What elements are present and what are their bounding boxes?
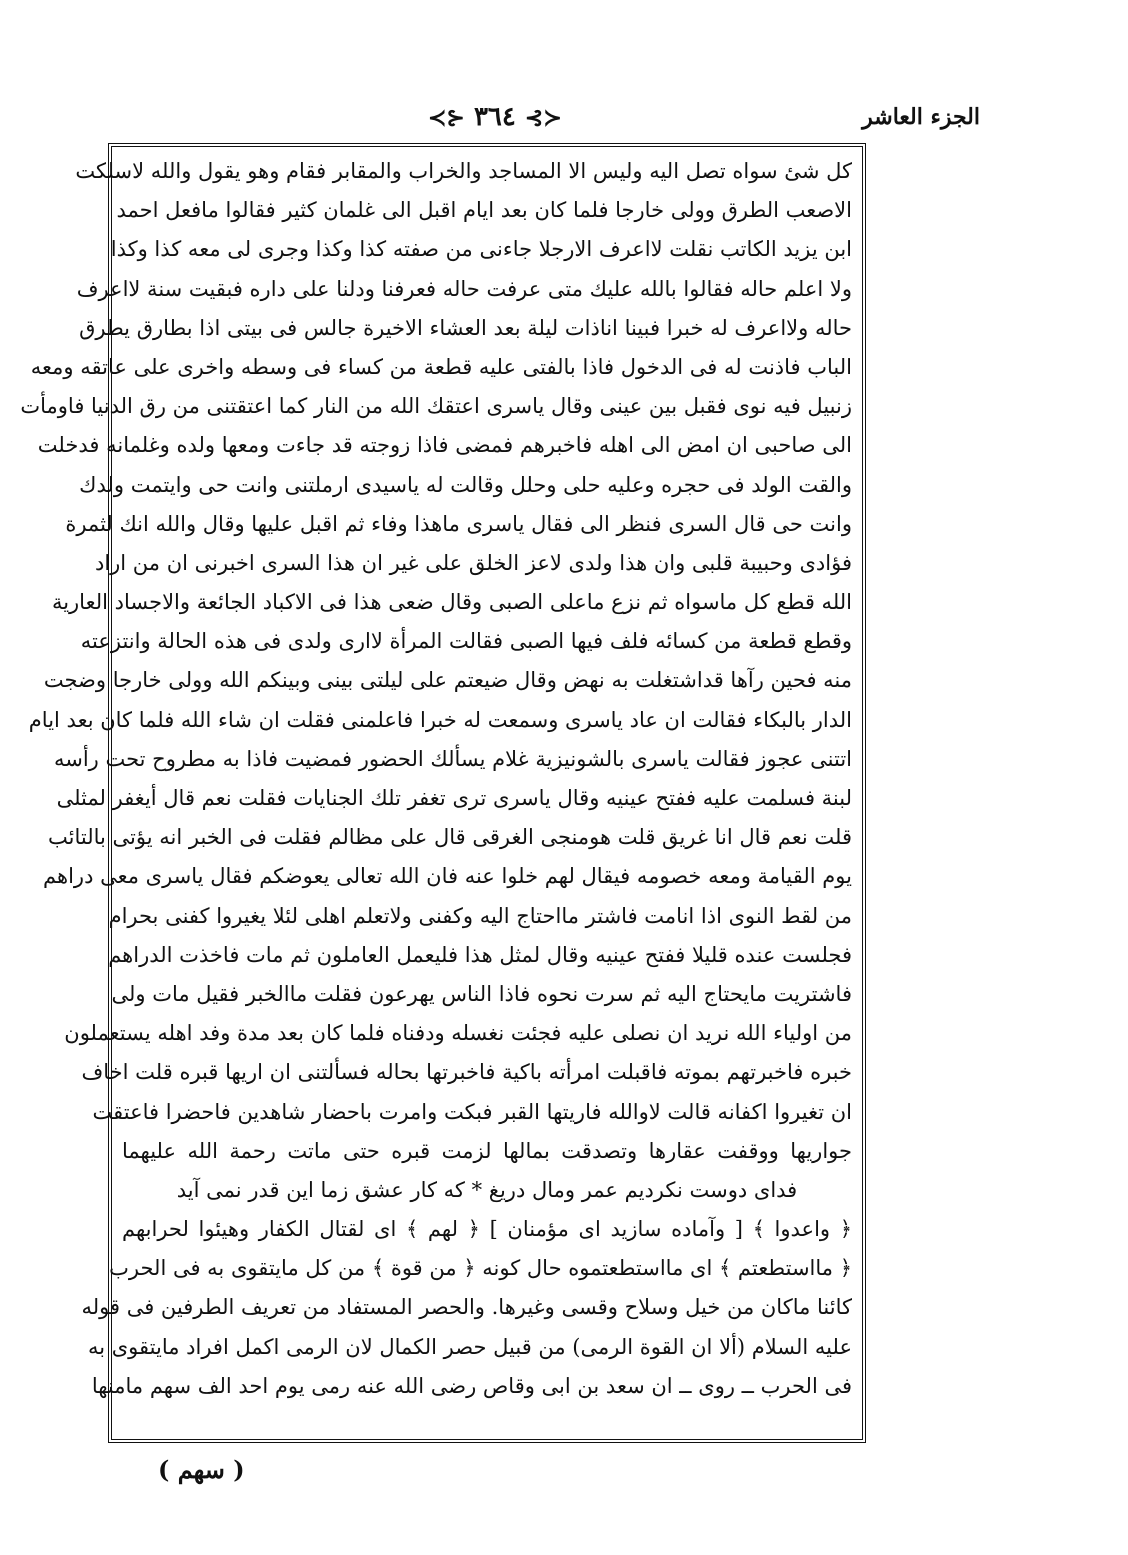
ornament-right-icon: ≺⊱ — [524, 105, 562, 131]
page-header — [110, 100, 980, 140]
text-line: ان تغيروا اكفانه قالت لاوالله فاريتها القبر فبكت وامرت باحضار شاهدين فاحضرا فاعتقت — [92, 1099, 852, 1124]
text-line: منه فحين رآها قداشتغلت به نهض وقال ضيعتم على ليلتى بينى وبينكم الله وولى خارجا وضجت — [43, 668, 852, 693]
text-line: زنبيل فيه نوى فقبل بين عينى وقال ياسرى اعتقك الله من النار كما اعتقتنى من رق الدنيا فاومأت — [20, 394, 852, 419]
text-line: عليه السلام (ألا ان القوة الرمى) من قبيل حصر الكمال لان الرمى اكمل افراد مايتقوى به — [87, 1334, 852, 1359]
page-number: ٣٦٤ — [473, 102, 516, 132]
catchword: ( سهم ) — [158, 1455, 245, 1484]
text-line: جواريها ووقفت عقارها وتصدقت بمالها لزمت قبره حتى ماتت رحمة الله عليهما — [122, 1138, 852, 1163]
text-line: ولا اعلم حاله فقالوا بالله عليك متى عرفت حاله فعرفنا ودلنا على داره فبقيت سنة لااعرف — [76, 276, 852, 301]
text-line: الاصعب الطرق وولى خارجا فلما كان بعد ايام اقبل الى غلمان كثير فقالوا مافعل احمد — [116, 198, 852, 223]
text-line: فؤادى وحبيبة قلبى وان هذا ولدى لاعز الخلق على غير ان هذا السرى اخبرنى ان من اراد — [94, 550, 852, 575]
text-line: من لقط النوى اذا انامت فاشتر مااحتاج اليه وكفنى ولاتعلم اهلى لئلا يغيروا كفنى بحرام — [108, 903, 852, 928]
text-line: ﴿ مااستطعتم ﴾ اى مااستطعتموه حال كونه ﴿ من قوة ﴾ من كل مايتقوى به فى الحرب — [109, 1256, 852, 1281]
text-line: وقطع قطعة من كسائه فلف فيها الصبى فقالت المرأة لاارى ولدى فى هذه الحالة وانتزعته — [80, 629, 852, 654]
text-line: الباب فاذنت له فى الدخول فاذا بالفتى عليه قطعة من كساء فى وسطه واخرى على عاتقه ومعه — [30, 354, 852, 379]
text-line: الى صاحبى ان امض الى اهله فاخبرهم فمضى فاذا زوجته قد جاءت ومعها ولده وغلمانه فدخلت — [37, 433, 852, 458]
text-line: ﴿ واعدوا ﴾ [ وآماده سازيد اى مؤمنان ] ﴿ لهم ﴾ اى لقتال الكفار وهيئوا لحرابهم — [122, 1217, 852, 1242]
text-line: خبره فاخبرتهم بموته فاقبلت امرأته باكية فاخبرتها بحاله فسألتنى ان اريها قبره قلت اخاف — [81, 1060, 852, 1085]
page-number-group — [428, 102, 562, 132]
text-line: ابن يزيد الكاتب نقلت لااعرف الارجلا جاءنى من صفته كذا وكذا وجرى لى معه كذا وكذا — [110, 237, 852, 262]
text-line: قلت نعم قال انا غريق قلت هومنجى الغرقى قال على مظالم فقلت فى الخبر انه يؤتى بالتائب — [48, 825, 852, 850]
text-line: لبنة فسلمت عليه ففتح عينيه وقال ياسرى ترى تغفر تلك الجنايات فقلت نعم قال أيغفر لمثلى — [56, 786, 852, 810]
text-line: اتتنى عجوز فقالت ياسرى بالشونيزية غلام يسألك الحضور فمضيت فاذا به مطروح تحت رأسه — [53, 746, 852, 771]
text-line: كائنا ماكان من خيل وسلاح وقسى وغيرها. والحصر المستفاد من تعريف الطرفين فى قوله — [81, 1295, 852, 1320]
text-line: حاله ولااعرف له خبرا فبينا اناذات ليلة بعد العشاء الاخيرة جالس فى بيتى اذا بطارق يطرق — [79, 315, 852, 340]
text-line: وانت حى قال السرى فنظر الى فقال ياسرى ماهذا وفاء ثم اقبل عليها وقال والله انك لثمرة — [65, 511, 852, 536]
text-line: فجلست عنده قليلا ففتح عينيه وقال لمثل هذا فليعمل العاملون ثم مات فاخذت الدراهم — [108, 942, 852, 967]
text-line: من اولياء الله نريد ان نصلى عليه فجئت نغسله ودفناه فلما كان بعد مدة وفد اهله يستعملون — [64, 1021, 852, 1046]
text-line: الدار بالبكاء فقالت ان عاد ياسرى وسمعت له خبرا فاعلمنى فقلت ان شاء الله فلما كان بعد ايام — [28, 707, 852, 732]
text-line: فى الحرب ــ روى ــ ان سعد بن ابى وقاص رضى الله عنه رمى يوم احد الف سهم مامنها — [91, 1373, 852, 1398]
persian-verse-line: فداى دوست نكرديم عمر ومال دريغ * كه كار عشق زما اين قدر نمى آيد — [176, 1177, 798, 1202]
text-line: الله قطع كل ماسواه ثم نزع ماعلى الصبى وقال ضعى هذا فى الاكباد الجائعة والاجساد العارية — [51, 590, 852, 615]
part-title: الجزء العاشر — [862, 104, 980, 130]
text-line: والقت الولد فى حجره وعليه حلى وحلل وقالت له ياسيدى ارملتنى وانت حى وايتمت ولدك — [79, 472, 852, 497]
body-text — [20, 152, 852, 1406]
ornament-left-icon: ⊰≻ — [428, 105, 465, 131]
text-line: يوم القيامة ومعه خصومه فيقال لهم خلوا عنه فان الله تعالى يعوضكم فقال ياسرى معى دراهم — [43, 864, 852, 889]
text-line: فاشتريت مايحتاج اليه ثم سرت نحوه فاذا الناس يهرعون فقلت ماالخبر فقيل مات ولى — [111, 981, 852, 1006]
text-line: كل شئ سواه تصل اليه وليس الا المساجد والخراب والمقابر فقام وهو يقول والله لاسلكت — [75, 159, 852, 183]
